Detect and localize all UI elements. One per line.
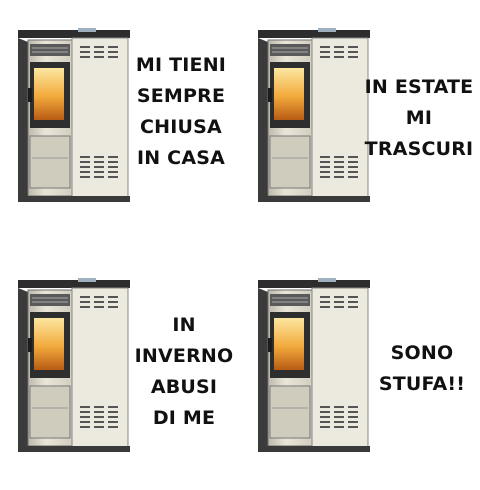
panel-2 bbox=[240, 0, 480, 240]
pellet-stove-image bbox=[14, 278, 134, 458]
caption-text bbox=[126, 310, 242, 434]
caption-line: SONO bbox=[390, 342, 454, 364]
pellet-stove-image bbox=[254, 278, 374, 458]
caption-text bbox=[358, 72, 480, 165]
caption-text bbox=[126, 50, 236, 174]
panel-1 bbox=[0, 0, 240, 240]
caption-line: CHIUSA bbox=[140, 116, 222, 138]
caption-line: MI bbox=[405, 107, 433, 129]
caption-line: DI ME bbox=[152, 407, 216, 429]
caption-line: IN bbox=[172, 314, 196, 336]
caption-line: INVERNO bbox=[134, 345, 234, 367]
pellet-stove-image bbox=[14, 28, 134, 208]
caption-line: ABUSI bbox=[150, 376, 218, 398]
caption-line: SEMPRE bbox=[136, 85, 226, 107]
pellet-stove-image bbox=[254, 28, 374, 208]
caption-text bbox=[364, 338, 480, 400]
caption-line: STUFA!! bbox=[378, 373, 466, 395]
caption-line: TRASCURI bbox=[364, 138, 474, 160]
panel-3 bbox=[0, 250, 240, 490]
caption-line: IN CASA bbox=[136, 147, 226, 169]
caption-line: MI TIENI bbox=[135, 54, 227, 76]
panel-4 bbox=[240, 250, 480, 490]
caption-line: IN ESTATE bbox=[364, 76, 474, 98]
